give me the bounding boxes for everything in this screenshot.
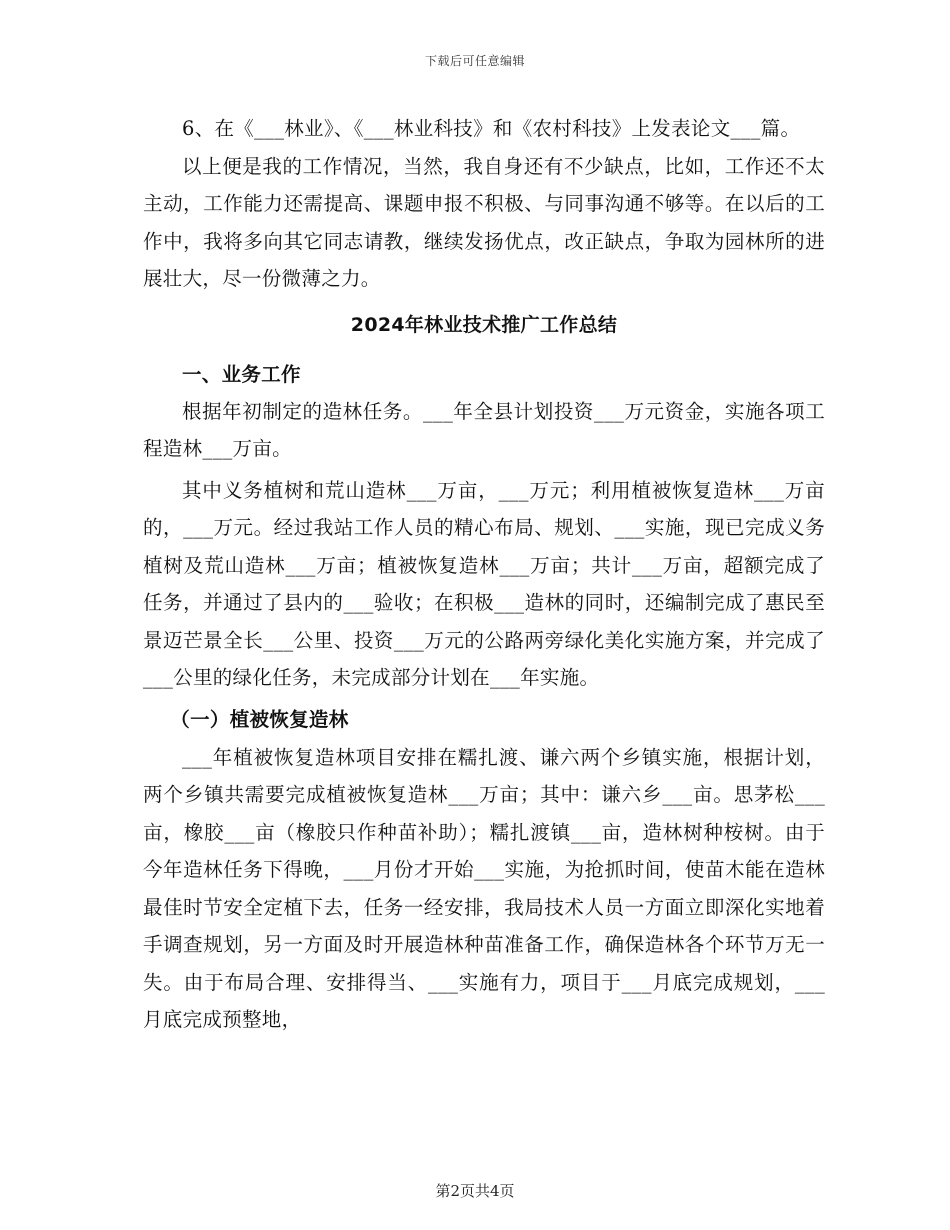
document-title: 2024年林业技术推广工作总结	[350, 313, 618, 336]
paragraph: 6、在《___林业》、《___林业科技》和《农村科技》上发表论文___篇。	[182, 117, 801, 140]
paragraph: 以上便是我的工作情况，当然，我自身还有不少缺点，比如，工作还不太主动，工作能力还需提高、课题申报不积极、与同事沟通不够等。在以后的工作中，我将多向其它同志请教，继续发扬优点，改正缺点，争取为园林所的进展壮大，尽一份微薄之力。	[143, 154, 825, 290]
paragraph: 其中义务植树和荒山造林___万亩，___万元；利用植被恢复造林___万亩的，___万元。经过我站工作人员的精心布局、规划、___实施，现已完成义务植树及荒山造林___万亩；植被恢复造林___万亩；共计___万亩，超额完成了任务，并通过了县内的___验收；在积极___造林的同时，还编制完成了惠民至景迈芒景全长___公里、投资___万元的公路两旁绿化美化实施方案，并完成了___公里的绿化任务，未完成部分计划在___年实施。	[143, 478, 825, 689]
section-heading: 一、业务工作	[182, 362, 301, 386]
subsection-heading: （一）植被恢复造林	[170, 707, 349, 731]
document-body	[143, 110, 825, 1039]
page-footer: 第2页共4页	[435, 1182, 515, 1200]
paragraph: 根据年初制定的造林任务。___年全县计划投资___万元资金，实施各项工程造林___万亩。	[143, 399, 825, 460]
page-header: 下载后可任意编辑	[424, 54, 525, 68]
paragraph: ___年植被恢复造林项目安排在糯扎渡、谦六两个乡镇实施，根据计划，两个乡镇共需要完成植被恢复造林___万亩；其中：谦六乡___亩。思茅松___亩，橡胶___亩（橡胶只作种苗补助）；糯扎渡镇___亩，造林树种桉树。由于今年造林任务下得晚，___月份才开始___实施，为抢抓时间，使苗木能在造林最佳时节安全定植下去，任务一经安排，我局技术人员一方面立即深化实地着手调查规划，另一方面及时开展造林种苗准备工作，确保造林各个环节万无一失。由于布局合理、安排得当、___实施有力，项目于___月底完成规划，___月底完成预整地，	[143, 745, 825, 1031]
